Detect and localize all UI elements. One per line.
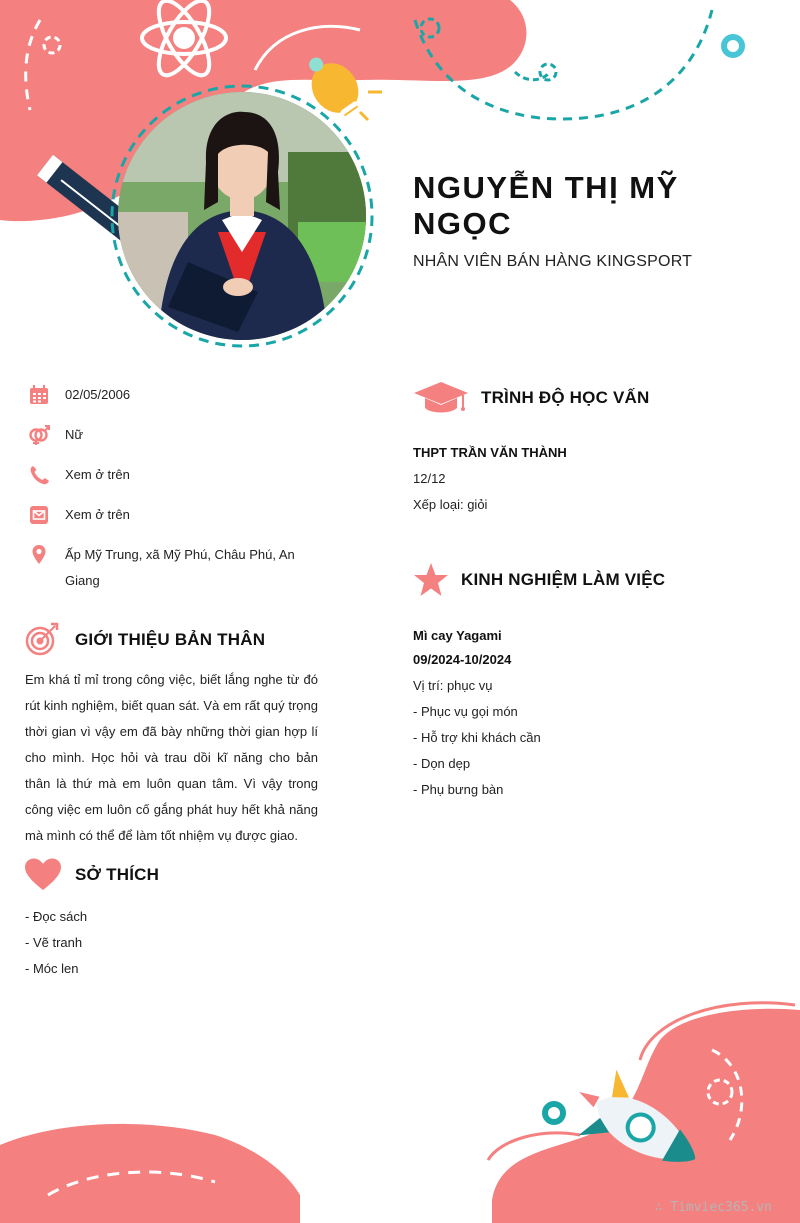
hobbies-heading xyxy=(24,858,159,892)
info-gender xyxy=(28,424,328,448)
education-details xyxy=(413,440,567,518)
list-item: - Dọn dẹp xyxy=(413,756,471,771)
experience-heading xyxy=(413,562,665,598)
about-text: Em khá tỉ mỉ trong công việc, biết lắng nghe từ đó rút kinh nghiệm, biết quan sát. Và em rất quý trọng thời gian vì vậy em đã bày những thời gian hợp lí cho mình. Học hỏi và trau dồi kĩ năng cho bản thân là thứ mà em luôn quan tâm. Vì vậy trong công việc em luôn cố gắng phát huy hết khả năng mà mình có thể để làm tốt nhiệm vụ được giao. xyxy=(25,672,318,843)
info-email xyxy=(28,504,328,528)
phone-value: Xem ở trên xyxy=(65,467,130,482)
address-value: Ấp Mỹ Trung, xã Mỹ Phú, Châu Phú, An Giang xyxy=(65,547,295,588)
company-name: Mì cay Yagami xyxy=(413,628,502,643)
gender-icon xyxy=(28,424,50,446)
school-name: THPT TRẦN VĂN THÀNH xyxy=(413,445,567,460)
list-item: - Phục vụ gọi món xyxy=(413,704,518,719)
list-item: - Hỗ trợ khi khách cần xyxy=(413,730,541,745)
heart-icon xyxy=(24,858,62,892)
list-item: - Móc len xyxy=(25,961,79,976)
hobbies-title: SỞ THÍCH xyxy=(75,865,160,884)
about-title: GIỚI THIỆU BẢN THÂN xyxy=(75,630,266,649)
location-icon xyxy=(28,544,50,566)
watermark: ∴ Timviec365.vn xyxy=(654,1200,772,1215)
birthday-value: 02/05/2006 xyxy=(65,387,131,402)
job-title: NHÂN VIÊN BÁN HÀNG KINGSPORT xyxy=(413,253,693,270)
education-heading xyxy=(413,380,649,416)
experience-title: KINH NGHIỆM LÀM VIỆC xyxy=(461,570,666,589)
email-value: Xem ở trên xyxy=(65,507,130,522)
profile-photo-frame xyxy=(108,82,376,350)
info-birthday xyxy=(28,384,328,408)
phone-icon xyxy=(28,464,50,486)
profile-photo xyxy=(118,92,366,340)
star-icon xyxy=(413,562,449,598)
about-heading xyxy=(24,622,265,658)
hobbies-list xyxy=(25,904,87,982)
list-item: - Phụ bưng bàn xyxy=(413,782,504,797)
experience-details xyxy=(413,673,541,803)
position: Vị trí: phục vụ xyxy=(413,678,493,693)
gender-value: Nữ xyxy=(65,427,84,442)
target-icon xyxy=(24,622,60,658)
grade: 12/12 xyxy=(413,471,446,486)
calendar-icon xyxy=(28,384,50,406)
education-title: TRÌNH ĐỘ HỌC VẤN xyxy=(481,388,650,407)
graduation-cap-icon xyxy=(413,380,469,416)
candidate-name: NGUYỄN THỊ MỸ NGỌC xyxy=(413,170,679,241)
personal-info xyxy=(28,384,328,610)
info-address xyxy=(28,544,328,594)
work-period: 09/2024-10/2024 xyxy=(413,652,512,667)
experience-header xyxy=(413,624,511,672)
info-phone xyxy=(28,464,328,488)
mail-icon xyxy=(28,504,50,526)
list-item: - Vẽ tranh xyxy=(25,935,83,950)
list-item: - Đọc sách xyxy=(25,909,88,924)
ranking: Xếp loại: giỏi xyxy=(413,497,488,512)
